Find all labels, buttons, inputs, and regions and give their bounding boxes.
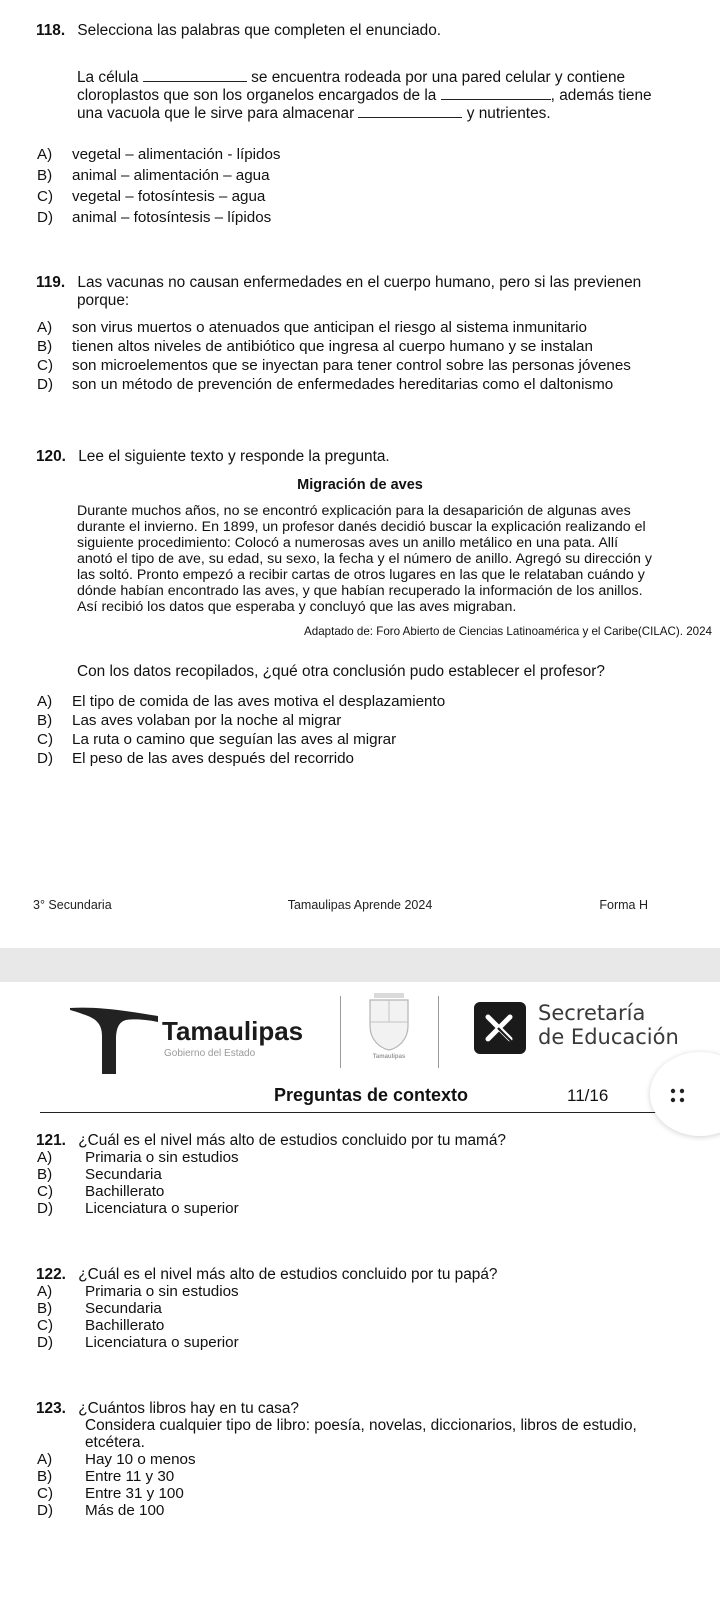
- educacion-label: de Educación: [538, 1025, 679, 1049]
- option-text: La ruta o camino que seguían las aves al migrar: [72, 731, 397, 748]
- secretaria-educacion-icon: [474, 1002, 526, 1054]
- footer-form: Forma H: [599, 898, 648, 912]
- option-letter: A): [37, 1283, 53, 1300]
- page-counter: 11/16: [567, 1086, 609, 1105]
- question-123-note-line-1: Considera cualquier tipo de libro: poesía, novelas, diccionarios, libros de estudio,: [85, 1417, 637, 1434]
- option-text: Secundaria: [85, 1166, 162, 1183]
- question-121-prompt: [36, 1132, 506, 1150]
- footer-grade: 3° Secundaria: [33, 898, 112, 912]
- crest-label: Tamaulipas: [372, 1054, 406, 1060]
- state-crest-icon: [366, 992, 412, 1052]
- option-text: El tipo de comida de las aves motiva el desplazamiento: [72, 693, 446, 710]
- option-letter: B): [37, 1300, 53, 1317]
- option-letter: D): [37, 750, 54, 767]
- paragraph-line: las soltó. Pronto empezó a recibir cartas de otros lugares en las que le relataban cuándo y: [77, 567, 645, 583]
- option-text: vegetal – fotosíntesis – agua: [72, 188, 266, 205]
- sentence-fragment: cloroplastos que son los organelos encargados de la: [77, 87, 437, 104]
- question-123-prompt: [36, 1400, 299, 1418]
- paragraph-line: siguiente procedimiento: Colocó a numerosas aves un anillo metálico en una pata. Allí: [77, 535, 619, 551]
- blank-2: [441, 86, 551, 100]
- option-text: El peso de las aves después del recorrido: [72, 750, 354, 767]
- option-text: Primaria o sin estudios: [85, 1283, 239, 1300]
- sentence-fragment: , además tiene: [550, 87, 652, 104]
- sentence-fragment: una vacuola que le sirve para almacenar: [77, 105, 355, 122]
- paragraph-line: Así recibió los datos que esperaba y concluyó que las aves migraban.: [77, 599, 517, 615]
- option-text: Bachillerato: [85, 1317, 165, 1334]
- question-120-question: Con los datos recopilados, ¿qué otra conclusión pudo establecer el profesor?: [77, 663, 605, 680]
- question-119-prompt-line-1: [36, 274, 641, 292]
- option-letter: B): [37, 1468, 53, 1485]
- reading-source: Adaptado de: Foro Abierto de Ciencias Latinoamérica y el Caribe(CILAC). 2024: [304, 625, 712, 638]
- option-text: son microelementos que se inyectan para tener control sobre las personas jóvenes: [72, 357, 631, 374]
- paragraph-line: dónde habían encontrado las aves, y que habían recuperado la información de los anillos.: [77, 583, 643, 599]
- header-divider: [438, 996, 439, 1068]
- option-letter: C): [37, 1485, 54, 1502]
- option-letter: D): [37, 1334, 54, 1351]
- option-text: animal – fotosíntesis – lípidos: [72, 209, 272, 226]
- option-text: Primaria o sin estudios: [85, 1149, 239, 1166]
- question-118-prompt: [36, 22, 441, 40]
- option-text: tienen altos niveles de antibiótico que ingresa al cuerpo humano y se instalan: [72, 338, 593, 355]
- option-letter: C): [37, 1183, 54, 1200]
- question-122-prompt: [36, 1266, 497, 1284]
- option-letter: C): [37, 188, 54, 205]
- sentence-fragment: se encuentra rodeada por una pared celular y contiene: [251, 69, 626, 86]
- reading-title: Migración de aves: [297, 477, 423, 493]
- option-text: Licenciatura o superior: [85, 1334, 239, 1351]
- option-text: Las aves volaban por la noche al migrar: [72, 712, 342, 729]
- sentence-fragment: y nutrientes.: [466, 105, 551, 122]
- secretaria-label: Secretaría: [538, 1001, 646, 1025]
- option-text: Hay 10 o menos: [85, 1451, 196, 1468]
- option-letter: A): [37, 693, 53, 710]
- option-text: son un método de prevención de enfermedades hereditarias como el daltonismo: [72, 376, 614, 393]
- question-123-note-line-2: etcétera.: [85, 1434, 145, 1451]
- logo-wordmark: Tamaulipas: [162, 1016, 304, 1046]
- option-text: Más de 100: [85, 1502, 165, 1519]
- option-text: vegetal – alimentación - lípidos: [72, 146, 281, 163]
- blank-3: [358, 104, 462, 118]
- option-text: animal – alimentación – agua: [72, 167, 270, 184]
- question-text: ¿Cuál es el nivel más alto de estudios concluido por tu mamá?: [78, 1132, 506, 1149]
- page-separator: [0, 948, 720, 982]
- question-text: Selecciona las palabras que completen el enunciado.: [77, 22, 442, 39]
- logo-subtitle: Gobierno del Estado: [164, 1048, 256, 1059]
- question-number: 120.: [36, 448, 66, 465]
- footer-center: Tamaulipas Aprende 2024: [287, 898, 433, 912]
- option-letter: A): [37, 1451, 53, 1468]
- option-letter: A): [37, 1149, 53, 1166]
- option-letter: C): [37, 731, 54, 748]
- question-number: 118.: [36, 22, 66, 39]
- question-number: 123.: [36, 1400, 66, 1417]
- tamaulipas-logo-icon: [70, 1006, 162, 1074]
- option-text: Entre 11 y 30: [85, 1468, 175, 1485]
- paragraph-line: durante el invierno. En 1899, un profesor danés decidió buscar la explicación realizando el: [77, 519, 646, 535]
- option-letter: B): [37, 1166, 53, 1183]
- option-letter: D): [37, 209, 54, 226]
- floating-menu-button[interactable]: [650, 1052, 720, 1136]
- paragraph-line: anotó el tipo de ave, su edad, su sexo, la fecha y el número de anillo. Agregó su dirección y: [77, 551, 652, 567]
- option-letter: C): [37, 1317, 54, 1334]
- option-text: Secundaria: [85, 1300, 162, 1317]
- question-119-prompt-line-2: porque:: [77, 292, 130, 309]
- question-118-sentence-line-1: [77, 68, 625, 87]
- option-text: Bachillerato: [85, 1183, 165, 1200]
- option-text: son virus muertos o atenuados que anticipan el riesgo al sistema inmunitario: [72, 319, 587, 336]
- option-letter: D): [37, 1502, 54, 1519]
- question-number: 119.: [36, 274, 66, 291]
- option-letter: A): [37, 146, 53, 163]
- option-letter: D): [37, 1200, 54, 1217]
- option-letter: B): [37, 712, 53, 729]
- section-rule: [40, 1112, 680, 1113]
- question-118-sentence-line-2: [77, 86, 652, 105]
- question-118-sentence-line-3: [77, 104, 551, 123]
- exam-page-2: [0, 982, 720, 1602]
- question-text: ¿Cuántos libros hay en tu casa?: [78, 1400, 299, 1417]
- option-text: Entre 31 y 100: [85, 1485, 184, 1502]
- question-text: Lee el siguiente texto y responde la pregunta.: [78, 448, 390, 465]
- header-divider: [340, 996, 341, 1068]
- question-120-prompt: [36, 448, 390, 466]
- reading-paragraph: [77, 503, 652, 615]
- blank-1: [143, 68, 247, 82]
- option-letter: D): [37, 376, 54, 393]
- question-text: Las vacunas no causan enfermedades en el cuerpo humano, pero si las previenen: [77, 274, 642, 291]
- question-text: ¿Cuál es el nivel más alto de estudios concluido por tu papá?: [78, 1266, 498, 1283]
- question-number: 122.: [36, 1266, 66, 1283]
- option-letter: B): [37, 167, 53, 184]
- option-letter: A): [37, 319, 53, 336]
- sentence-fragment: La célula: [77, 69, 139, 86]
- option-text: Licenciatura o superior: [85, 1200, 239, 1217]
- grid-menu-icon: [670, 1088, 686, 1104]
- question-number: 121.: [36, 1132, 66, 1149]
- section-title: Preguntas de contexto: [274, 1085, 469, 1105]
- paragraph-line: Durante muchos años, no se encontró explicación para la desaparición de algunas aves: [77, 503, 631, 519]
- option-letter: C): [37, 357, 54, 374]
- option-letter: B): [37, 338, 53, 355]
